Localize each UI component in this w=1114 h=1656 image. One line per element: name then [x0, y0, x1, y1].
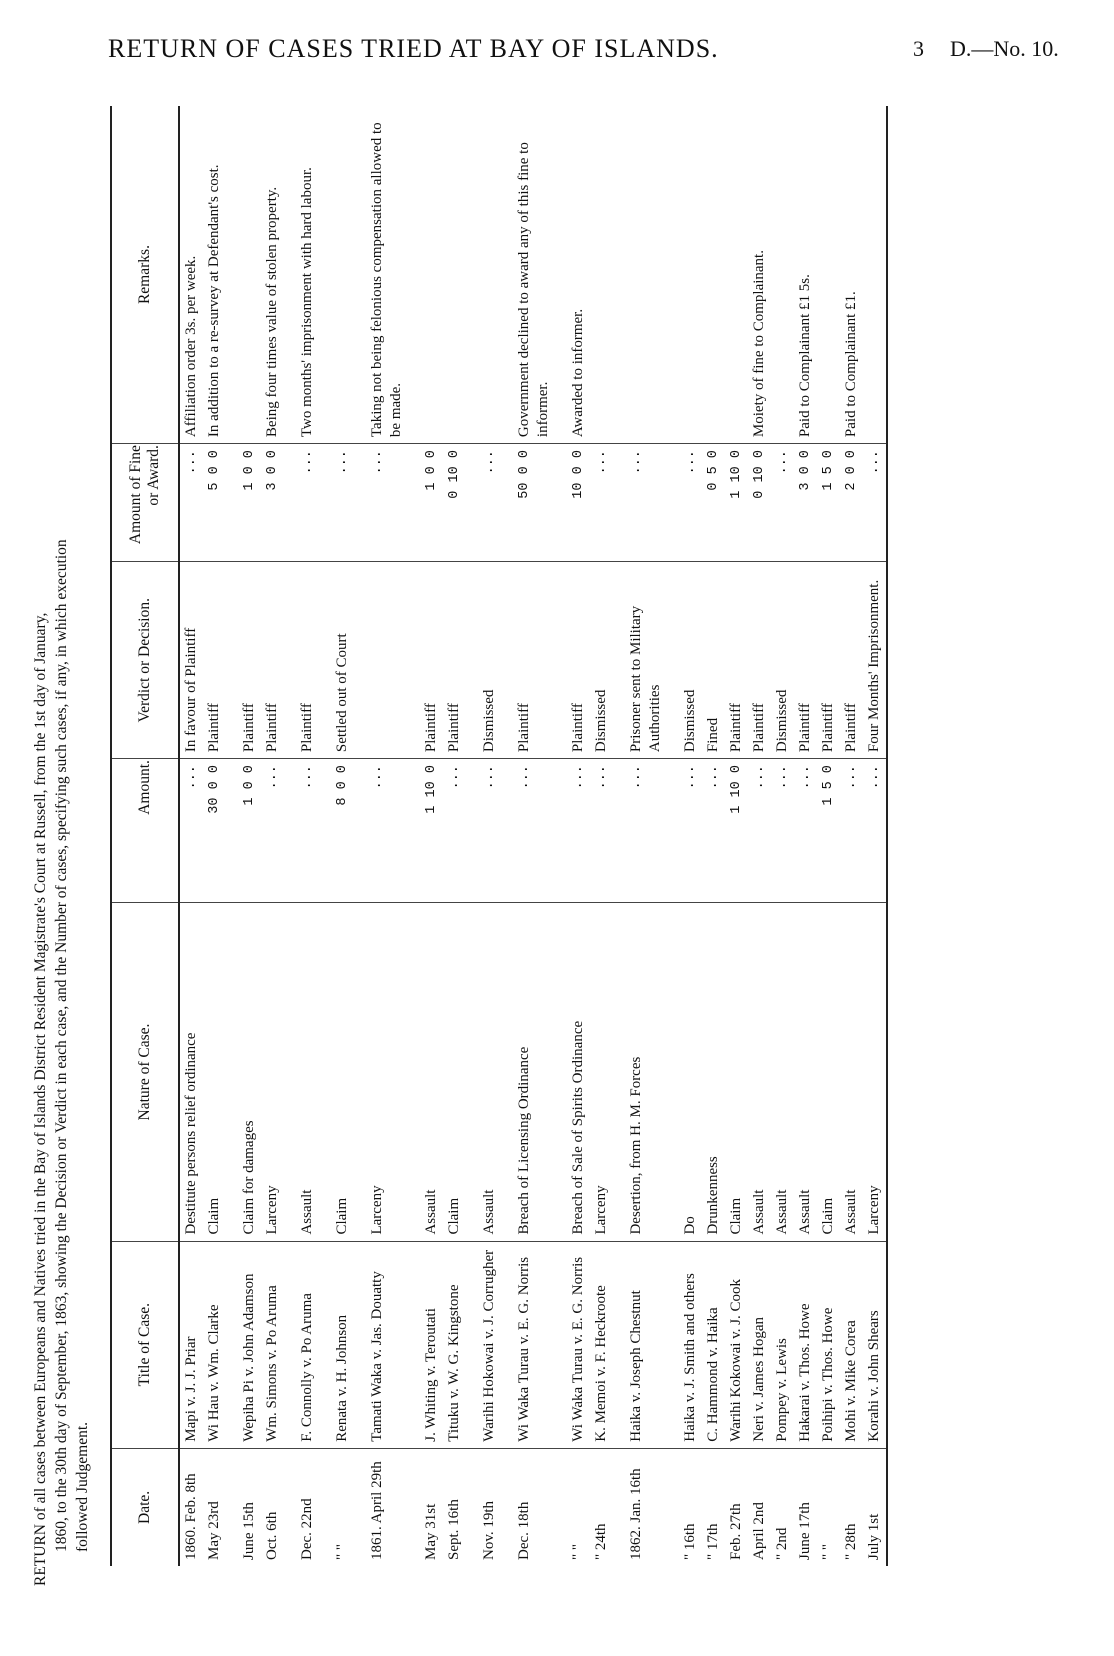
cell-amount: ...: [284, 759, 319, 903]
cell-date: " 2nd: [774, 1527, 790, 1560]
cell-verdict: Plaintiff: [408, 562, 443, 759]
cell-amount: ...: [261, 759, 284, 903]
cell-remarks: Government declined to award any of this fine to informer.: [501, 106, 555, 444]
cell-title: Neri v. James Hogan: [748, 1241, 771, 1448]
table-header-row: [111, 106, 179, 1566]
rotated-content: [0, 76, 900, 1656]
cell-title: Mapi v. J. J. Priar: [179, 1241, 203, 1448]
table-row: [771, 106, 794, 1566]
cell-date: April 2nd: [751, 1502, 767, 1560]
cell-remarks: [408, 106, 443, 444]
cell-amount: ...: [863, 759, 887, 903]
cell-title: Tamati Waka v. Jas. Douatty: [354, 1241, 408, 1448]
cell-fine: ...: [466, 444, 501, 562]
column-header-remarks: Remarks.: [111, 106, 179, 444]
cell-date: " 28th: [843, 1523, 859, 1560]
cell-verdict: Plaintiff: [725, 562, 748, 759]
cell-nature: Assault: [840, 903, 863, 1241]
cell-amount: ...: [840, 759, 863, 903]
cell-title: Haika v. J. Smith and others: [667, 1241, 702, 1448]
cell-amount: ...: [501, 759, 555, 903]
table-row: [590, 106, 613, 1566]
cell-remarks: [226, 106, 261, 444]
cell-nature: Larceny: [863, 903, 887, 1241]
cell-title: Pompey v. Lewis: [771, 1241, 794, 1448]
cell-verdict: Plaintiff: [203, 562, 226, 759]
return-table: [110, 106, 888, 1566]
cell-nature: Assault: [408, 903, 443, 1241]
cell-verdict: Settled out of Court: [319, 562, 354, 759]
cell-verdict: Dismissed: [771, 562, 794, 759]
cell-date: Dec. 22nd: [299, 1498, 315, 1560]
cell-fine: 1 0 0: [226, 444, 261, 562]
cell-fine: ...: [319, 444, 354, 562]
cell-nature: Claim: [817, 903, 840, 1241]
cell-verdict: Dismissed: [466, 562, 501, 759]
cell-title: Korahi v. John Shears: [863, 1241, 887, 1448]
cell-fine: 3 0 0: [261, 444, 284, 562]
cell-remarks: Being four times value of stolen property.: [261, 106, 284, 444]
cell-amount: 8 0 0: [319, 759, 354, 903]
cell-verdict: Plaintiff: [555, 562, 590, 759]
cell-nature: Assault: [794, 903, 817, 1241]
cell-title: Wepiha Pi v. John Adamson: [226, 1241, 261, 1448]
cell-remarks: [725, 106, 748, 444]
table-row: [555, 106, 590, 1566]
table-row: [319, 106, 354, 1566]
table-row: [443, 106, 466, 1566]
cell-date: Feb. 27th: [728, 1503, 744, 1560]
cell-remarks: Moiety of fine to Complainant.: [748, 106, 771, 444]
document-reference: D.—No. 10.: [950, 36, 1059, 61]
cell-remarks: [667, 106, 702, 444]
cell-amount: ...: [667, 759, 702, 903]
cell-remarks: [702, 106, 725, 444]
cell-nature: Claim: [725, 903, 748, 1241]
table-row: [702, 106, 725, 1566]
cell-title: Tituku v. W. G. Kingstone: [443, 1241, 466, 1448]
cell-amount: ...: [555, 759, 590, 903]
cell-remarks: [613, 106, 667, 444]
cell-fine: ...: [284, 444, 319, 562]
cell-fine: 1 0 0: [408, 444, 443, 562]
cell-title: Haika v. Joseph Chestnut: [613, 1241, 667, 1448]
cell-date: " ": [570, 1544, 586, 1560]
cell-amount: 1 10 0: [725, 759, 748, 903]
cell-title: K. Memoi v. F. Heckroote: [590, 1241, 613, 1448]
cell-fine: ...: [771, 444, 794, 562]
table-row: [863, 106, 887, 1566]
cell-amount: 1 10 0: [408, 759, 443, 903]
cell-remarks: Paid to Complainant £1.: [840, 106, 863, 444]
cell-nature: Assault: [771, 903, 794, 1241]
intro-line: 1860, to the 30th day of September, 1863, showing the Decision or Verdict in each case, and the Number of cases, specifying such cases, if any, in which execution: [53, 539, 70, 1552]
cell-verdict: Fined: [702, 562, 725, 759]
table-row: [226, 106, 261, 1566]
column-header-title: Title of Case.: [111, 1241, 179, 1448]
cell-fine: ...: [667, 444, 702, 562]
cell-date: 1860. Feb. 8th: [183, 1473, 199, 1560]
cell-fine: 0 5 0: [702, 444, 725, 562]
cell-verdict: In favour of Plaintiff: [179, 562, 203, 759]
cell-fine: 0 10 0: [443, 444, 466, 562]
cell-verdict: [354, 562, 408, 759]
table-row: [179, 106, 203, 1566]
cell-nature: Drunkenness: [702, 903, 725, 1241]
table-row: [203, 106, 226, 1566]
page-title: RETURN OF CASES TRIED AT BAY OF ISLANDS.: [108, 34, 719, 63]
column-header-date: Date.: [111, 1448, 179, 1566]
cell-verdict: Plaintiff: [284, 562, 319, 759]
cell-date: " 24th: [593, 1523, 609, 1560]
cell-remarks: [466, 106, 501, 444]
cell-nature: Larceny: [590, 903, 613, 1241]
cell-nature: Assault: [466, 903, 501, 1241]
cell-title: Renata v. H. Johnson: [319, 1241, 354, 1448]
cell-nature: Do: [667, 903, 702, 1241]
table-row: [354, 106, 408, 1566]
cell-fine: 0 10 0: [748, 444, 771, 562]
cell-fine: 2 0 0: [840, 444, 863, 562]
table-row: [284, 106, 319, 1566]
cell-verdict: Plaintiff: [226, 562, 261, 759]
cell-date: " ": [334, 1544, 350, 1560]
table-row: [613, 106, 667, 1566]
cell-fine: 1 5 0: [817, 444, 840, 562]
cell-amount: ...: [354, 759, 408, 903]
cell-nature: Larceny: [261, 903, 284, 1241]
column-header-amount: Amount.: [111, 759, 179, 903]
cell-remarks: [863, 106, 887, 444]
table-row: [748, 106, 771, 1566]
table-row: [261, 106, 284, 1566]
cell-title: Mohi v. Mike Corea: [840, 1241, 863, 1448]
cell-fine: ...: [179, 444, 203, 562]
cell-verdict: Plaintiff: [794, 562, 817, 759]
cell-date: Nov. 19th: [481, 1500, 497, 1560]
cell-verdict: Four Months' Imprisonment.: [863, 562, 887, 759]
column-header-nature: Nature of Case.: [111, 903, 179, 1241]
cell-remarks: [590, 106, 613, 444]
cell-verdict: Plaintiff: [748, 562, 771, 759]
cell-nature: Breach of Licensing Ordinance: [501, 903, 555, 1241]
cell-title: Wi Waka Turau v. E. G. Norris: [555, 1241, 590, 1448]
cell-verdict: Plaintiff: [501, 562, 555, 759]
cell-remarks: Taking not being felonious compensation allowed to be made.: [354, 106, 408, 444]
table-row: [501, 106, 555, 1566]
cell-remarks: Two months' imprisonment with hard labour.: [284, 106, 319, 444]
intro-line: followed Judgement.: [74, 1421, 91, 1552]
cell-date: July 1st: [866, 1513, 882, 1560]
cell-verdict: Plaintiff: [840, 562, 863, 759]
cell-nature: Claim for damages: [226, 903, 261, 1241]
cell-amount: 30 0 0: [203, 759, 226, 903]
cell-fine: 50 0 0: [501, 444, 555, 562]
table-row: [466, 106, 501, 1566]
table-row: [725, 106, 748, 1566]
intro-line: RETURN of all cases between Europeans and Natives tried in the Bay of Islands District Resident Magistrate's Court at Russell, from the 1st day of January,: [32, 612, 49, 1586]
cell-verdict: Plaintiff: [817, 562, 840, 759]
cell-remarks: In addition to a re-survey at Defendant's cost.: [203, 106, 226, 444]
table-row: [817, 106, 840, 1566]
cell-nature: Claim: [443, 903, 466, 1241]
cell-remarks: [319, 106, 354, 444]
cell-nature: Claim: [319, 903, 354, 1241]
cell-nature: Larceny: [354, 903, 408, 1241]
cell-remarks: Paid to Complainant £1 5s.: [794, 106, 817, 444]
cell-fine: 5 0 0: [203, 444, 226, 562]
cell-verdict: Prisoner sent to Military Authorities: [613, 562, 667, 759]
cell-amount: ...: [466, 759, 501, 903]
cell-date: June 15th: [241, 1502, 257, 1560]
cell-date: June 17th: [797, 1502, 813, 1560]
cell-date: 1861. April 29th: [369, 1461, 385, 1560]
page-header: [0, 34, 1114, 74]
table-row: [840, 106, 863, 1566]
cell-nature: Claim: [203, 903, 226, 1241]
cell-verdict: Dismissed: [590, 562, 613, 759]
cell-fine: 10 0 0: [555, 444, 590, 562]
cell-date: " 17th: [705, 1523, 721, 1560]
cell-title: Warihi Hokowai v. J. Corrugher: [466, 1241, 501, 1448]
cell-title: F. Connolly v. Po Aruma: [284, 1241, 319, 1448]
cell-nature: Assault: [284, 903, 319, 1241]
cell-verdict: Plaintiff: [443, 562, 466, 759]
cell-remarks: [443, 106, 466, 444]
cell-title: Hakarai v. Thos. Howe: [794, 1241, 817, 1448]
cell-fine: ...: [590, 444, 613, 562]
cell-remarks: Affiliation order 3s. per week.: [179, 106, 203, 444]
cell-nature: Assault: [748, 903, 771, 1241]
cell-nature: Destitute persons relief ordinance: [179, 903, 203, 1241]
cell-date: 1862. Jan. 16th: [628, 1468, 644, 1560]
table-row: [667, 106, 702, 1566]
cell-date: May 31st: [423, 1503, 439, 1560]
cell-amount: ...: [748, 759, 771, 903]
cell-amount: ...: [794, 759, 817, 903]
cell-fine: ...: [354, 444, 408, 562]
cell-fine: ...: [863, 444, 887, 562]
cell-nature: Breach of Sale of Spirits Ordinance: [555, 903, 590, 1241]
cell-date: Dec. 18th: [516, 1501, 532, 1560]
cell-date: May 23rd: [206, 1501, 222, 1560]
cell-amount: ...: [613, 759, 667, 903]
cell-amount: ...: [590, 759, 613, 903]
cell-fine: ...: [613, 444, 667, 562]
cell-nature: Desertion, from H. M. Forces: [613, 903, 667, 1241]
cell-title: Poihipi v. Thos. Howe: [817, 1241, 840, 1448]
cell-remarks: [771, 106, 794, 444]
cell-title: Warihi Kokowai v. J. Cook: [725, 1241, 748, 1448]
cell-date: " ": [820, 1544, 836, 1560]
cell-title: Wi Hau v. Wm. Clarke: [203, 1241, 226, 1448]
cell-title: C. Hammond v. Haika: [702, 1241, 725, 1448]
cell-amount: 1 5 0: [817, 759, 840, 903]
page-number: 3: [913, 36, 924, 61]
table-body: [179, 106, 887, 1566]
cell-amount: 1 0 0: [226, 759, 261, 903]
cell-remarks: Awarded to informer.: [555, 106, 590, 444]
intro-paragraph: [30, 66, 93, 1586]
cell-title: J. Whiting v. Teroutati: [408, 1241, 443, 1448]
cell-date: Oct. 6th: [264, 1511, 280, 1560]
cell-fine: 3 0 0: [794, 444, 817, 562]
cell-remarks: [817, 106, 840, 444]
cell-amount: ...: [771, 759, 794, 903]
cell-amount: ...: [179, 759, 203, 903]
column-header-verdict: Verdict or Decision.: [111, 562, 179, 759]
cell-title: Wi Waka Turau v. E. G. Norris: [501, 1241, 555, 1448]
column-header-fine: Amount of Fine or Award.: [111, 444, 179, 562]
table-row: [794, 106, 817, 1566]
cell-title: Wm. Simons v. Po Aruma: [261, 1241, 284, 1448]
cell-amount: ...: [702, 759, 725, 903]
cell-amount: ...: [443, 759, 466, 903]
cell-verdict: Dismissed: [667, 562, 702, 759]
table-row: [408, 106, 443, 1566]
cell-fine: 1 10 0: [725, 444, 748, 562]
cell-date: " 16th: [682, 1523, 698, 1560]
cell-verdict: Plaintiff: [261, 562, 284, 759]
cell-date: Sept. 16th: [446, 1499, 462, 1560]
